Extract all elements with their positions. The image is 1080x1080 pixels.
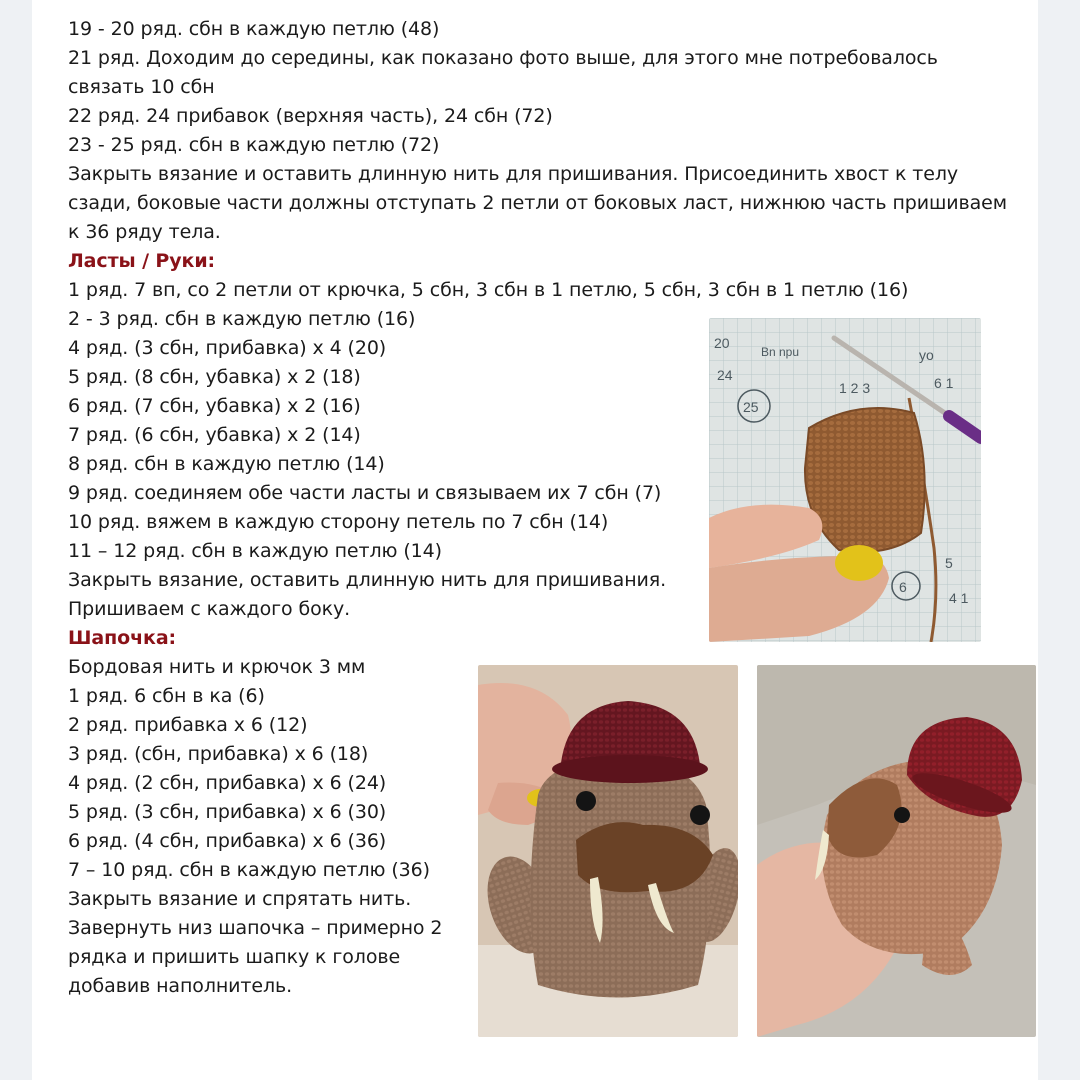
hat-row: Завернуть низ шапочка – примерно 2 bbox=[68, 917, 443, 939]
flippers-row: 2 - 3 ряд. сбн в каждую петлю (16) bbox=[68, 308, 416, 330]
svg-text:5: 5 bbox=[945, 555, 953, 571]
svg-text:1 2 3: 1 2 3 bbox=[839, 380, 871, 396]
text-line: к 36 ряду тела. bbox=[68, 221, 221, 243]
flippers-row: Закрыть вязание, оставить длинную нить для пришивания. bbox=[68, 569, 667, 591]
hat-row: 5 ряд. (3 сбн, прибавка) х 6 (30) bbox=[68, 801, 387, 823]
svg-text:25: 25 bbox=[743, 399, 759, 415]
hat-row: 7 – 10 ряд. сбн в каждую петлю (36) bbox=[68, 859, 430, 881]
svg-text:6: 6 bbox=[899, 579, 907, 595]
text-line: 22 ряд. 24 прибавок (верхняя часть), 24 сбн (72) bbox=[68, 105, 553, 127]
hat-heading: Шапочка: bbox=[68, 627, 177, 649]
flippers-row: Пришиваем с каждого боку. bbox=[68, 598, 351, 620]
flippers-heading: Ласты / Руки: bbox=[68, 250, 216, 272]
flippers-row: 7 ряд. (6 сбн, убавка) х 2 (14) bbox=[68, 424, 361, 446]
hat-row: 2 ряд. прибавка х 6 (12) bbox=[68, 714, 308, 736]
hat-row: рядка и пришить шапку к голове bbox=[68, 946, 401, 968]
flippers-row: 9 ряд. соединяем обе части ласты и связываем их 7 сбн (7) bbox=[68, 482, 662, 504]
flippers-row: 6 ряд. (7 сбн, убавка) х 2 (16) bbox=[68, 395, 361, 417]
hat-row: добавив наполнитель. bbox=[68, 975, 293, 997]
hat-row: Закрыть вязание и спрятать нить. bbox=[68, 888, 412, 910]
hat-row: 4 ряд. (2 сбн, прибавка) х 6 (24) bbox=[68, 772, 387, 794]
text-line: сзади, боковые части должны отступать 2 петли от боковых ласт, нижнюю часть пришиваем bbox=[68, 192, 1007, 214]
text-line: Закрыть вязание и оставить длинную нить для пришивания. Присоединить хвост к телу bbox=[68, 163, 959, 185]
flippers-row: 8 ряд. сбн в каждую петлю (14) bbox=[68, 453, 385, 475]
text-line: 21 ряд. Доходим до середины, как показано фото выше, для этого мне потребовалось bbox=[68, 47, 938, 69]
svg-text:Bn npu: Bn npu bbox=[761, 345, 800, 359]
svg-text:4 1: 4 1 bbox=[949, 590, 969, 606]
flippers-row: 11 – 12 ряд. сбн в каждую петлю (14) bbox=[68, 540, 442, 562]
text-line: связать 10 сбн bbox=[68, 76, 215, 98]
walrus-side-photo bbox=[757, 665, 1036, 1037]
walrus-front-photo bbox=[478, 665, 738, 1037]
svg-text:20: 20 bbox=[714, 335, 730, 351]
text-line: 19 - 20 ряд. сбн в каждую петлю (48) bbox=[68, 18, 440, 40]
svg-text:yo: yo bbox=[919, 347, 934, 363]
hat-row: 6 ряд. (4 сбн, прибавка) х 6 (36) bbox=[68, 830, 387, 852]
hat-row: 3 ряд. (сбн, прибавка) х 6 (18) bbox=[68, 743, 369, 765]
svg-text:24: 24 bbox=[717, 367, 733, 383]
flipper-photo bbox=[709, 318, 981, 642]
hat-row: 1 ряд. 6 сбн в ка (6) bbox=[68, 685, 265, 707]
svg-text:6 1: 6 1 bbox=[934, 375, 954, 391]
flippers-row: 4 ряд. (3 сбн, прибавка) х 4 (20) bbox=[68, 337, 387, 359]
flippers-row: 1 ряд. 7 вп, со 2 петли от крючка, 5 сбн, 3 сбн в 1 петлю, 5 сбн, 3 сбн в 1 петлю (16) bbox=[68, 279, 909, 301]
flippers-row: 5 ряд. (8 сбн, убавка) х 2 (18) bbox=[68, 366, 361, 388]
flippers-row: 10 ряд. вяжем в каждую сторону петель по 7 сбн (14) bbox=[68, 511, 609, 533]
text-line: 23 - 25 ряд. сбн в каждую петлю (72) bbox=[68, 134, 440, 156]
hat-row: Бордовая нить и крючок 3 мм bbox=[68, 656, 366, 678]
